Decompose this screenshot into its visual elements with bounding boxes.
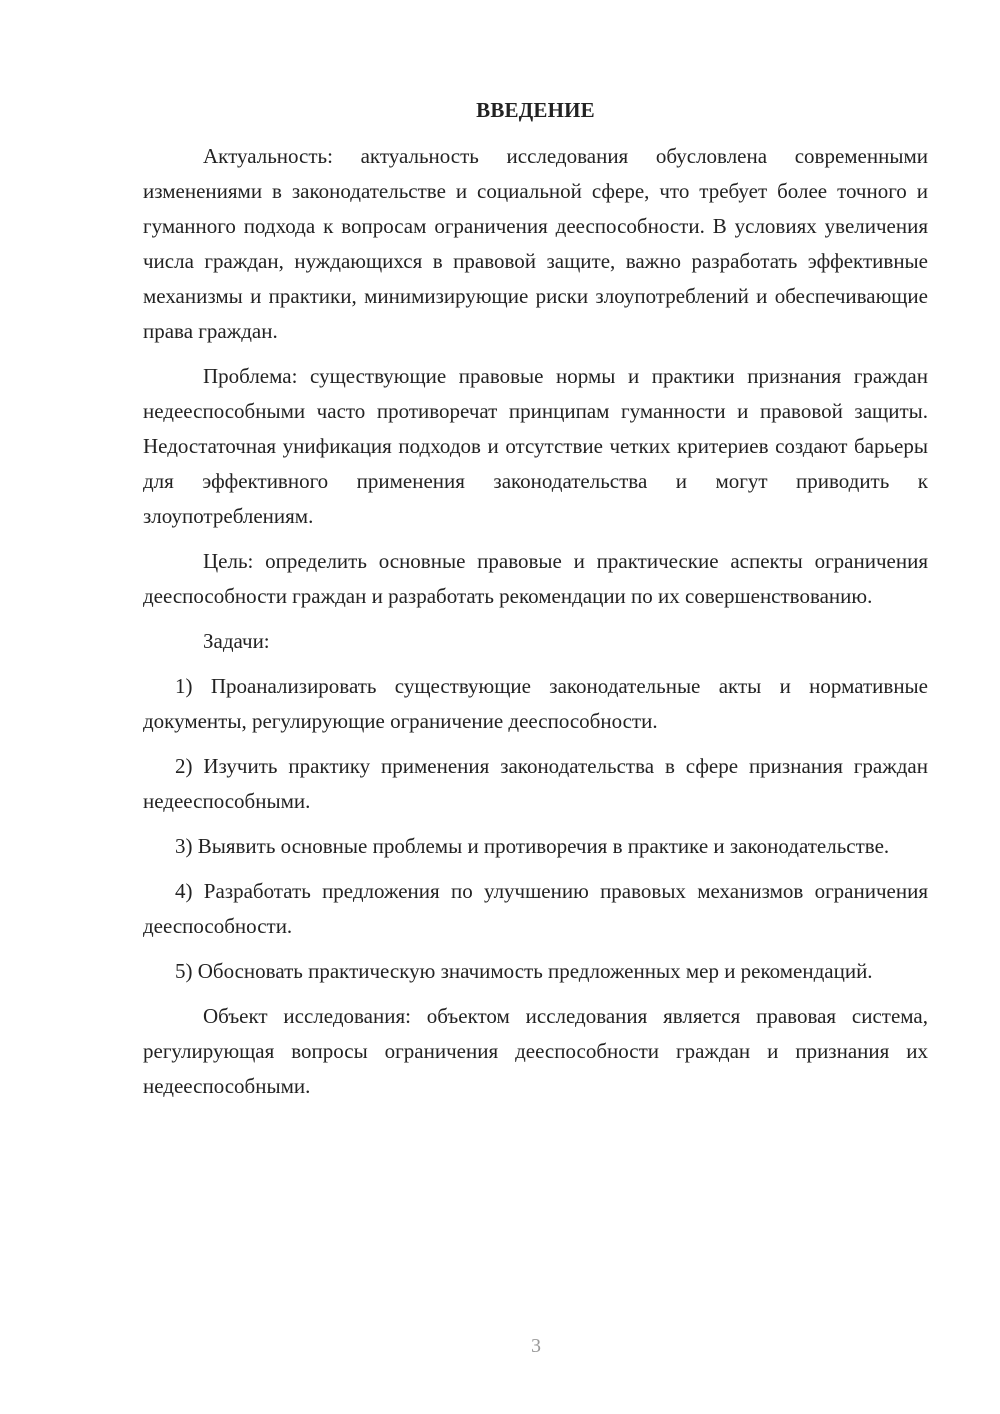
page-content xyxy=(143,95,928,1114)
task-item-2: 2) Изучить практику применения законодательства в сфере признания граждан недееспособными. xyxy=(143,754,928,813)
task-item-3: 3) Выявить основные проблемы и противоречия в практике и законодательстве. xyxy=(175,834,890,858)
paragraph-tasks-label: Задачи: xyxy=(203,629,270,653)
paragraph-goal: Цель: определить основные правовые и практические аспекты ограничения дееспособности граждан и разработать рекомендации по их совершенствованию. xyxy=(143,549,928,608)
task-item-4: 4) Разработать предложения по улучшению правовых механизмов ограничения дееспособности. xyxy=(143,879,928,938)
page-number: 3 xyxy=(531,1335,541,1357)
section-heading: ВВЕДЕНИЕ xyxy=(476,98,595,122)
paragraph-relevance: Актуальность: актуальность исследования обусловлена современными изменениями в законодательстве и социальной сфере, что требует более точного и гуманного подхода к вопросам ограничения дееспособности. В условиях увеличения числа граждан, нуждающихся в правовой защите, важно разработать эффективные механизмы и практики, минимизирующие риски злоупотреблений и обеспечивающие права граждан. xyxy=(143,144,928,343)
task-item-1: 1) Проанализировать существующие законодательные акты и нормативные документы, регулирующие ограничение дееспособности. xyxy=(143,674,928,733)
paragraph-research-object: Объект исследования: объектом исследования является правовая система, регулирующая вопросы ограничения дееспособности граждан и признания их недееспособными. xyxy=(143,1004,928,1098)
paragraph-problem: Проблема: существующие правовые нормы и практики признания граждан недееспособными часто противоречат принципам гуманности и правовой защиты. Недостаточная унификация подходов и отсутствие четких критериев создают барьеры для эффективного применения законодательства и могут приводить к злоупотреблениям. xyxy=(143,364,928,528)
task-item-5: 5) Обосновать практическую значимость предложенных мер и рекомендаций. xyxy=(175,959,873,983)
